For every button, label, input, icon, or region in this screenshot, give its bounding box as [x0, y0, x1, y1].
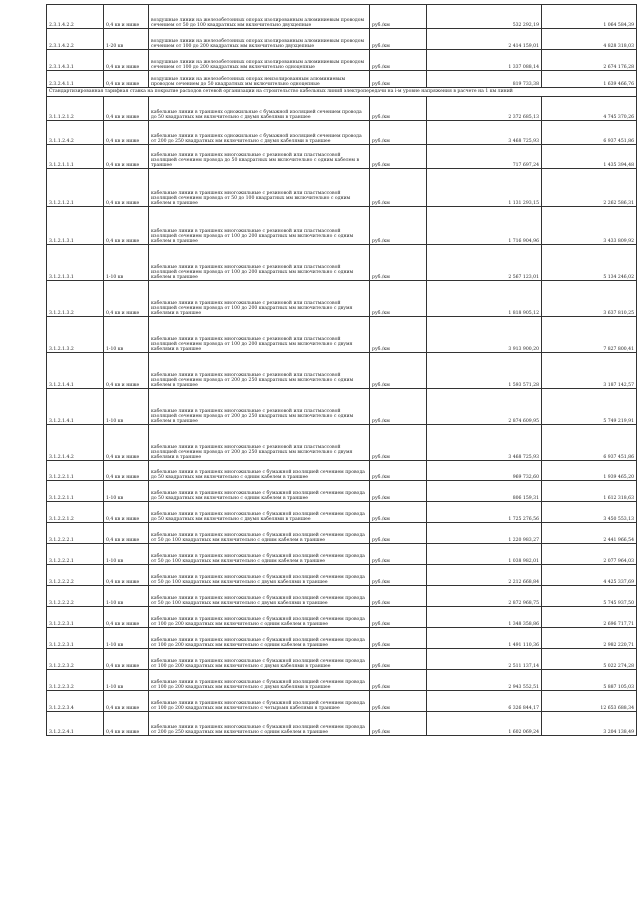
row-value-2: 3 450 553,13	[542, 502, 637, 523]
table-row	[47, 649, 637, 670]
row-value-2: 3 187 142,57	[542, 353, 637, 389]
row-code: 3.1.2.1.3.1	[47, 207, 104, 245]
row-voltage: 0,4 кв и ниже	[104, 425, 149, 461]
row-voltage: 0,4 кв и ниже	[104, 565, 149, 586]
row-unit: руб./км	[370, 353, 427, 389]
row-value-1: 1 602 069,24	[427, 712, 542, 736]
row-voltage: 0,4 кв и ниже	[104, 281, 149, 317]
row-voltage: 1-10 кв	[104, 628, 149, 649]
row-value-1: 3 468 725,93	[427, 425, 542, 461]
row-description: кабельные линии в траншеях многожильные с бумажной изоляцией сечением провода от 200 до 250 квадратных мм включительно с одним кабелем в траншее	[149, 712, 370, 736]
row-description: воздушные линии на железобетонных опорах изолированным алюминиевым проводом сечением от 100 до 200 квадратных мм включительно двухцепные	[149, 29, 370, 50]
row-unit: руб./км	[370, 502, 427, 523]
row-unit: руб./км	[370, 207, 427, 245]
row-description: кабельные линии в траншеях одножильные с бумажной изоляцией сечением провода от 200 до 250 квадратных мм включительно с двумя кабелями в траншее	[149, 121, 370, 145]
row-unit: руб./км	[370, 389, 427, 425]
table-row	[47, 565, 637, 586]
row-unit: руб./км	[370, 461, 427, 481]
row-voltage: 0,4 кв и ниже	[104, 353, 149, 389]
row-code: 3.1.2.2.3.2	[47, 670, 104, 691]
row-code: 3.1.2.2.3.2	[47, 649, 104, 670]
row-unit: руб./км	[370, 565, 427, 586]
row-voltage: 0,4 кв и ниже	[104, 691, 149, 712]
table-row	[47, 586, 637, 607]
row-description: кабельные линии в траншеях многожильные с резиновой или пластмассовой изоляцией сечением провода от 100 до 200 квадратных мм включительно с одним кабелем в траншее	[149, 245, 370, 281]
row-code: 3.1.2.2.1.2	[47, 502, 104, 523]
row-value-2: 1 612 318,63	[542, 481, 637, 502]
row-value-1: 806 159,31	[427, 481, 542, 502]
table-row	[47, 670, 637, 691]
section-heading: Стандартизированная тарифная ставка на покрытие расходов сетевой организации на строительство кабельных линий электропередачи на i-м уровне напряжения в расчете на 1 км линий	[47, 88, 637, 97]
table-row	[47, 71, 637, 88]
row-code: 2.3.1.4.3.1	[47, 50, 104, 71]
row-value-1: 1 348 358,86	[427, 607, 542, 628]
row-value-1: 1 716 904,96	[427, 207, 542, 245]
row-unit: руб./км	[370, 481, 427, 502]
row-unit: руб./км	[370, 145, 427, 169]
row-voltage: 0,4 кв и ниже	[104, 461, 149, 481]
row-voltage: 1-10 кв	[104, 245, 149, 281]
row-unit: руб./км	[370, 628, 427, 649]
row-unit: руб./км	[370, 317, 427, 353]
row-value-2: 5 749 219,91	[542, 389, 637, 425]
row-description: воздушные линии на железобетонных опорах неизолированным алюминиевым проводом сечением до 50 квадратных мм включительно одноцепные	[149, 71, 370, 88]
row-code: 3.1.2.2.3.1	[47, 628, 104, 649]
row-code: 3.1.2.1.3.1	[47, 245, 104, 281]
row-value-2: 2 674 176,28	[542, 50, 637, 71]
row-value-2: 3 204 138,49	[542, 712, 637, 736]
row-value-1: 1 725 276,56	[427, 502, 542, 523]
row-description: кабельные линии в траншеях многожильные с бумажной изоляцией сечением провода от 50 до 100 квадратных мм включительно с одним кабелем в траншее	[149, 544, 370, 565]
table-row	[47, 461, 637, 481]
row-value-2: 3 637 810,25	[542, 281, 637, 317]
table-row	[47, 245, 637, 281]
row-voltage: 0,4 кв и ниже	[104, 207, 149, 245]
row-value-1: 2 212 668,84	[427, 565, 542, 586]
row-description: кабельные линии в траншеях многожильные с бумажной изоляцией сечением провода от 100 до 200 квадратных мм включительно с двумя кабелями в траншее	[149, 649, 370, 670]
table-row	[47, 389, 637, 425]
row-voltage: 1-10 кв	[104, 317, 149, 353]
row-description: кабельные линии в траншеях многожильные с бумажной изоляцией сечением провода от 100 до 200 квадратных мм включительно с четырьмя кабелями в траншее	[149, 691, 370, 712]
row-description: кабельные линии в траншеях многожильные с резиновой или пластмассовой изоляцией сечением провода от 100 до 200 квадратных мм включительно с одним кабелем в траншее	[149, 207, 370, 245]
row-voltage: 0,4 кв и ниже	[104, 502, 149, 523]
table-row	[47, 481, 637, 502]
row-code: 3.1.2.1.1.1	[47, 145, 104, 169]
row-voltage: 0,4 кв и ниже	[104, 145, 149, 169]
row-value-1: 1 593 571,28	[427, 353, 542, 389]
row-value-1: 969 732,60	[427, 461, 542, 481]
row-voltage: 0,4 кв и ниже	[104, 712, 149, 736]
row-voltage: 0,4 кв и ниже	[104, 121, 149, 145]
row-code: 3.1.2.2.3.1	[47, 607, 104, 628]
row-unit: руб./км	[370, 425, 427, 461]
row-description: кабельные линии в траншеях многожильные с бумажной изоляцией сечением провода от 50 до 100 квадратных мм включительно с двумя кабелями в траншее	[149, 586, 370, 607]
row-value-2: 12 653 688,34	[542, 691, 637, 712]
table-row	[47, 607, 637, 628]
row-value-2: 1 435 394,48	[542, 145, 637, 169]
row-unit: руб./км	[370, 649, 427, 670]
row-voltage: 1-10 кв	[104, 670, 149, 691]
row-description: кабельные линии в траншеях многожильные с бумажной изоляцией сечением провода до 50 квадратных мм включительно с одним кабелем в траншее	[149, 481, 370, 502]
row-value-2: 2 441 966,54	[542, 523, 637, 544]
row-unit: руб./км	[370, 586, 427, 607]
row-description: кабельные линии в траншеях многожильные с резиновой или пластмассовой изоляцией сечением провода от 200 до 250 квадратных мм включительно с одним кабелем в траншее	[149, 353, 370, 389]
table-row	[47, 29, 637, 50]
row-code: 3.1.1.2.4.2	[47, 121, 104, 145]
row-unit: руб./км	[370, 523, 427, 544]
section-heading-row	[47, 88, 637, 97]
row-value-2: 1 064 584,39	[542, 5, 637, 29]
row-value-2: 2 077 964,03	[542, 544, 637, 565]
table-row	[47, 712, 637, 736]
row-voltage: 0,4 кв и ниже	[104, 649, 149, 670]
row-description: кабельные линии в траншеях одножильные с бумажной изоляцией сечением провода до 50 квадратных мм включительно с двумя кабелями в траншее	[149, 97, 370, 121]
row-unit: руб./км	[370, 544, 427, 565]
row-code: 3.1.2.2.1.1	[47, 461, 104, 481]
table-row	[47, 425, 637, 461]
row-voltage: 0,4 кв и ниже	[104, 5, 149, 29]
row-code: 2.3.1.4.2.2	[47, 5, 104, 29]
row-unit: руб./км	[370, 121, 427, 145]
row-code: 3.1.2.1.3.2	[47, 317, 104, 353]
row-value-1: 1 818 905,12	[427, 281, 542, 317]
row-value-2: 6 937 451,86	[542, 121, 637, 145]
row-value-1: 532 292,19	[427, 5, 542, 29]
row-unit: руб./км	[370, 71, 427, 88]
row-code: 3.1.2.1.3.2	[47, 281, 104, 317]
row-value-1: 1 220 983,27	[427, 523, 542, 544]
row-value-2: 1 639 466,76	[542, 71, 637, 88]
row-value-1: 1 038 982,01	[427, 544, 542, 565]
row-value-2: 2 696 717,71	[542, 607, 637, 628]
section-heading-body	[47, 88, 637, 97]
row-value-1: 2 511 137,14	[427, 649, 542, 670]
row-description: воздушные линии на железобетонных опорах изолированным алюминиевым проводом сечением от 100 до 200 квадратных мм включительно одноцепные	[149, 50, 370, 71]
row-unit: руб./км	[370, 50, 427, 71]
tariff-table-sheet	[46, 4, 634, 736]
row-code: 3.1.2.2.2.2	[47, 565, 104, 586]
row-value-2: 2 262 586,31	[542, 169, 637, 207]
row-description: кабельные линии в траншеях многожильные с резиновой или пластмассовой изоляцией сечением провода от 200 до 250 квадратных мм включительно с одним кабелем в траншее	[149, 389, 370, 425]
row-code: 3.1.2.2.1.1	[47, 481, 104, 502]
row-description: кабельные линии в траншеях многожильные с бумажной изоляцией сечением провода до 50 квадратных мм включительно с одним кабелем в траншее	[149, 461, 370, 481]
row-unit: руб./км	[370, 607, 427, 628]
table-row	[47, 5, 637, 29]
row-code: 3.1.2.2.2.1	[47, 544, 104, 565]
row-value-2: 5 022 274,28	[542, 649, 637, 670]
row-code: 3.1.2.2.4.1	[47, 712, 104, 736]
row-description: кабельные линии в траншеях многожильные с бумажной изоляцией сечением провода до 50 квадратных мм включительно с двумя кабелями в траншее	[149, 502, 370, 523]
row-description: кабельные линии в траншеях многожильные с бумажной изоляцией сечением провода от 50 до 100 квадратных мм включительно с одним кабелем в траншее	[149, 523, 370, 544]
table-row	[47, 281, 637, 317]
overhead-lines-rows	[47, 5, 637, 88]
row-value-1: 2 872 968,75	[427, 586, 542, 607]
row-unit: руб./км	[370, 245, 427, 281]
row-unit: руб./км	[370, 670, 427, 691]
row-value-2: 5 134 246,02	[542, 245, 637, 281]
row-voltage: 1-10 кв	[104, 586, 149, 607]
row-value-1: 6 326 844,17	[427, 691, 542, 712]
row-description: кабельные линии в траншеях многожильные с резиновой или пластмассовой изоляцией сечением провода до 50 квадратных мм включительно с одним кабелем в траншее	[149, 145, 370, 169]
row-voltage: 0,4 кв и ниже	[104, 97, 149, 121]
row-value-2: 2 982 220,71	[542, 628, 637, 649]
row-value-2: 4 745 370,26	[542, 97, 637, 121]
row-value-1: 717 697,24	[427, 145, 542, 169]
row-code: 3.1.2.2.2.2	[47, 586, 104, 607]
row-value-1: 2 943 552,51	[427, 670, 542, 691]
row-value-1: 3 913 900,20	[427, 317, 542, 353]
row-value-2: 1 939 465,20	[542, 461, 637, 481]
row-value-2: 4 828 318,03	[542, 29, 637, 50]
row-value-1: 1 491 110,36	[427, 628, 542, 649]
row-code: 3.1.2.2.3.4	[47, 691, 104, 712]
row-description: кабельные линии в траншеях многожильные с резиновой или пластмассовой изоляцией сечением провода от 200 до 250 квадратных мм включительно с двумя кабелями в траншее	[149, 425, 370, 461]
row-description: кабельные линии в траншеях многожильные с бумажной изоляцией сечением провода от 100 до 200 квадратных мм включительно с одним кабелем в траншее	[149, 628, 370, 649]
tariff-table	[46, 4, 637, 736]
row-voltage: 1-10 кв	[104, 544, 149, 565]
row-value-1: 2 874 609,95	[427, 389, 542, 425]
row-code: 3.1.2.1.4.1	[47, 353, 104, 389]
row-description: кабельные линии в траншеях многожильные с резиновой или пластмассовой изоляцией сечением провода от 100 до 200 квадратных мм включительно с двумя кабелями в траншее	[149, 317, 370, 353]
row-code: 2.3.2.4.1.1	[47, 71, 104, 88]
row-unit: руб./км	[370, 29, 427, 50]
table-row	[47, 50, 637, 71]
row-voltage: 0,4 кв и ниже	[104, 523, 149, 544]
table-row	[47, 691, 637, 712]
table-row	[47, 628, 637, 649]
row-code: 3.1.2.1.4.1	[47, 389, 104, 425]
table-row	[47, 523, 637, 544]
row-value-2: 5 887 105,03	[542, 670, 637, 691]
table-row	[47, 97, 637, 121]
row-code: 3.1.2.1.2.1	[47, 169, 104, 207]
row-description: кабельные линии в траншеях многожильные с бумажной изоляцией сечением провода от 100 до 200 квадратных мм включительно с двумя кабелями в траншее	[149, 670, 370, 691]
row-value-1: 819 733,38	[427, 71, 542, 88]
row-code: 3.1.2.2.2.1	[47, 523, 104, 544]
row-unit: руб./км	[370, 169, 427, 207]
row-value-2: 4 425 337,69	[542, 565, 637, 586]
row-code: 3.1.1.2.1.2	[47, 97, 104, 121]
table-row	[47, 145, 637, 169]
table-row	[47, 544, 637, 565]
row-description: кабельные линии в траншеях многожильные с бумажной изоляцией сечением провода от 100 до 200 квадратных мм включительно с одним кабелем в траншее	[149, 607, 370, 628]
row-value-2: 5 745 937,50	[542, 586, 637, 607]
row-value-1: 2 372 685,13	[427, 97, 542, 121]
row-voltage: 1-20 кв	[104, 29, 149, 50]
row-code: 2.3.1.4.2.2	[47, 29, 104, 50]
row-value-1: 3 468 725,93	[427, 121, 542, 145]
row-voltage: 1-10 кв	[104, 389, 149, 425]
row-value-1: 1 337 088,14	[427, 50, 542, 71]
row-voltage: 0,4 кв и ниже	[104, 50, 149, 71]
row-voltage: 0,4 кв и ниже	[104, 169, 149, 207]
row-voltage: 0,4 кв и ниже	[104, 607, 149, 628]
table-row	[47, 502, 637, 523]
row-value-1: 2 567 123,01	[427, 245, 542, 281]
row-value-2: 3 433 809,92	[542, 207, 637, 245]
table-row	[47, 121, 637, 145]
row-value-1: 1 131 293,15	[427, 169, 542, 207]
row-description: кабельные линии в траншеях многожильные с резиновой или пластмассовой изоляцией сечением провода от 100 до 200 квадратных мм включительно с двумя кабелями в траншее	[149, 281, 370, 317]
row-unit: руб./км	[370, 712, 427, 736]
row-unit: руб./км	[370, 691, 427, 712]
row-voltage: 0,4 кв и ниже	[104, 71, 149, 88]
table-row	[47, 317, 637, 353]
row-voltage: 1-10 кв	[104, 481, 149, 502]
table-row	[47, 169, 637, 207]
row-unit: руб./км	[370, 281, 427, 317]
row-description: кабельные линии в траншеях многожильные с резиновой или пластмассовой изоляцией сечением провода от 50 до 100 квадратных мм включительно с одним кабелем в траншее	[149, 169, 370, 207]
row-value-2: 6 937 451,86	[542, 425, 637, 461]
row-unit: руб./км	[370, 5, 427, 29]
table-row	[47, 353, 637, 389]
table-row	[47, 207, 637, 245]
row-code: 3.1.2.1.4.2	[47, 425, 104, 461]
cable-lines-rows	[47, 97, 637, 736]
row-unit: руб./км	[370, 97, 427, 121]
row-value-1: 2 414 159,01	[427, 29, 542, 50]
row-description: воздушные линии на железобетонных опорах изолированным алюминиевым проводом сечением от 50 до 100 квадратных мм включительно двухцепные	[149, 5, 370, 29]
row-value-2: 7 827 800,41	[542, 317, 637, 353]
row-description: кабельные линии в траншеях многожильные с бумажной изоляцией сечением провода от 50 до 100 квадратных мм включительно с двумя кабелями в траншее	[149, 565, 370, 586]
